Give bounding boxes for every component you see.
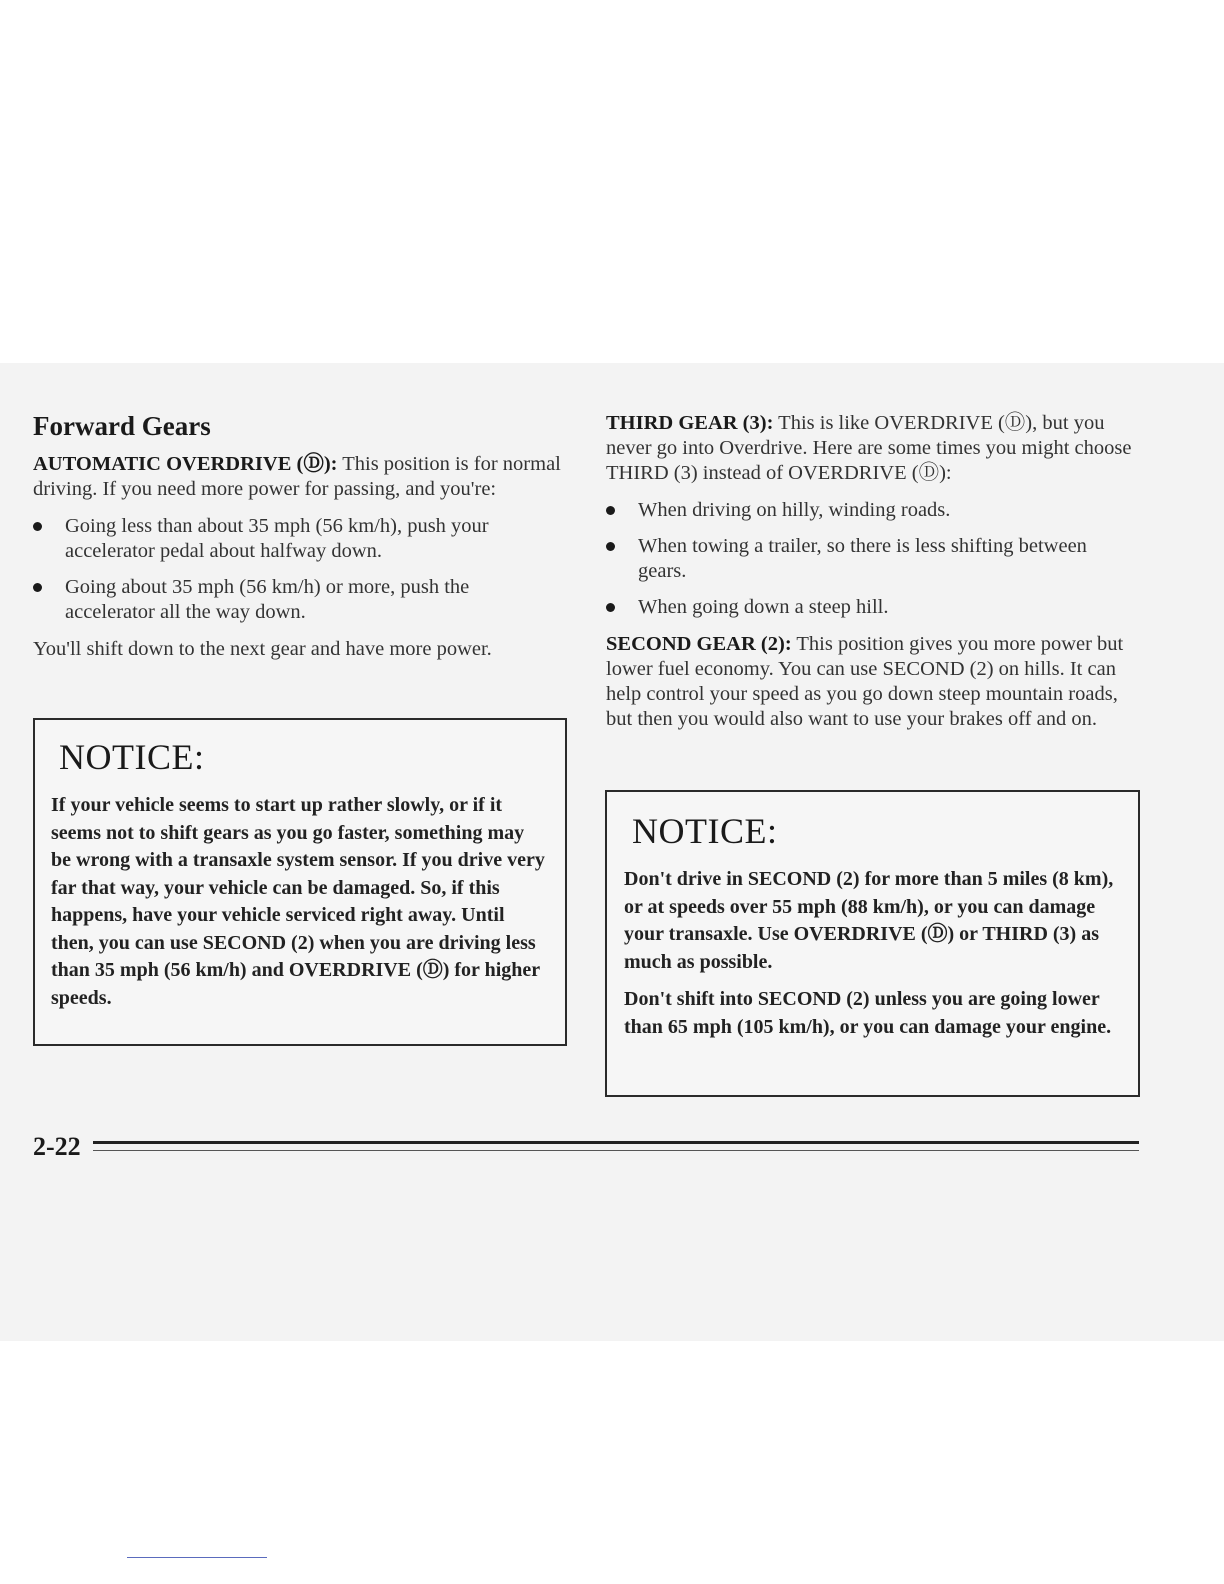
automatic-overdrive-label: AUTOMATIC OVERDRIVE (Ⓓ): — [33, 453, 338, 475]
list-item — [33, 575, 563, 625]
bullet-text: When driving on hilly, winding roads. — [638, 499, 951, 521]
third-gear-paragraph — [606, 411, 1136, 486]
third-gear-text: This is like OVERDRIVE (Ⓓ), but you never go into Overdrive. Here are some times you might choose THIRD (3) instead of OVERDRIVE (Ⓓ): — [606, 412, 1132, 484]
second-gear-label: SECOND GEAR (2): — [606, 633, 792, 655]
third-gear-label: THIRD GEAR (3): — [606, 412, 774, 434]
shift-down-paragraph: You'll shift down to the next gear and have more power. — [33, 638, 492, 660]
notice-box-left — [33, 718, 567, 1046]
right-column — [606, 411, 1136, 744]
footer-rule-thin — [93, 1150, 1139, 1151]
list-item — [33, 514, 563, 564]
third-gear-bullet-list — [606, 498, 1136, 620]
bullet-icon — [33, 522, 42, 531]
bullet-text: When towing a trailer, so there is less shifting between gears. — [638, 535, 1087, 582]
left-column — [33, 411, 563, 674]
notice-paragraph-1: Don't drive in SECOND (2) for more than 5 miles (8 km), or at speeds over 55 mph (88 km/h), or you can damage your transaxle. Use OVERDRIVE (Ⓓ) or THIRD (3) as much as possible. — [624, 868, 1114, 973]
second-gear-text: This position gives you more power but lower fuel economy. You can use SECOND (2) on hills. It can help control your speed as you go down steep mountain roads, but then you would also want to use your brakes off and on. — [606, 633, 1124, 730]
notice-text: If your vehicle seems to start up rather slowly, or if it seems not to shift gears as you go faster, something may be wrong with a transaxle system sensor. If you drive very far that way, your vehicle can be damaged. So, if this happens, have your vehicle serviced right away. Until then, you can use SECOND (2) when you are driving less than 35 mph (56 km/h) and OVERDRIVE (Ⓓ) for higher speeds. — [51, 794, 545, 1009]
automatic-overdrive-paragraph — [33, 452, 563, 502]
list-item — [606, 595, 1136, 620]
bullet-icon — [606, 603, 615, 612]
notice-paragraph-2: Don't shift into SECOND (2) unless you are going lower than 65 mph (105 km/h), or you can damage your engine. — [624, 988, 1112, 1038]
bullet-text: Going about 35 mph (56 km/h) or more, push the accelerator all the way down. — [65, 576, 470, 623]
overdrive-bullet-list — [33, 514, 563, 625]
bullet-text: When going down a steep hill. — [638, 596, 889, 618]
bullet-icon — [606, 542, 615, 551]
list-item — [606, 498, 1136, 523]
page-number: 2-22 — [33, 1132, 81, 1161]
decorative-line — [127, 1557, 267, 1558]
notice-title: NOTICE: — [59, 737, 205, 777]
page-footer — [33, 1132, 1139, 1162]
bullet-icon — [33, 583, 42, 592]
notice-title: NOTICE: — [632, 811, 778, 851]
bullet-icon — [606, 506, 615, 515]
section-heading: Forward Gears — [33, 411, 211, 441]
second-gear-paragraph — [606, 632, 1136, 732]
automatic-overdrive-text: This position is for normal driving. If you need more power for passing, and you're: — [33, 453, 561, 500]
list-item — [606, 534, 1136, 584]
notice-box-right — [605, 790, 1140, 1097]
footer-rule — [93, 1141, 1139, 1144]
bullet-text: Going less than about 35 mph (56 km/h), push your accelerator pedal about halfway down. — [65, 515, 489, 562]
